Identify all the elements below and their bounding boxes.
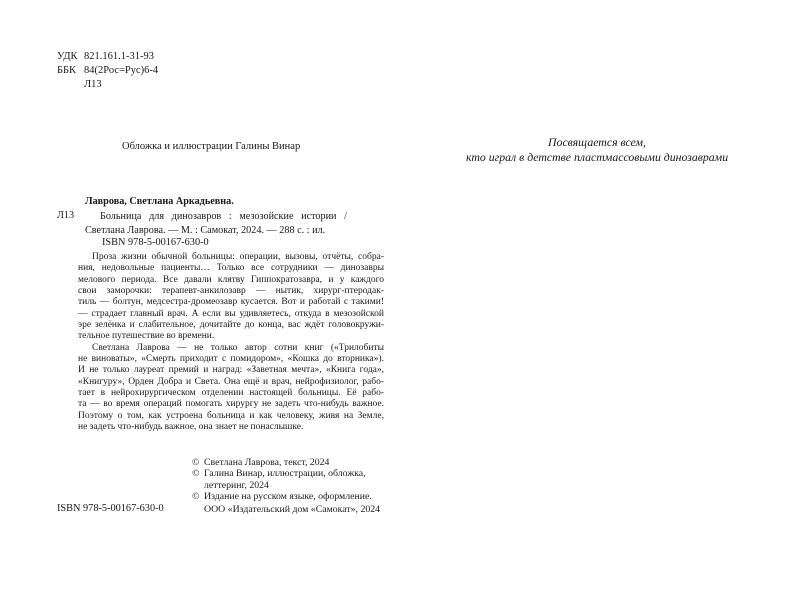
copyright-item (192, 457, 380, 468)
udk-label: УДК (57, 51, 78, 62)
annotation-line: «Книгуру», Орден Добра и Света. Она ещё и врач, нейрофизиолог, рабо- (78, 376, 384, 387)
annotation-line: ния, недовольные пациенты… Только все сотрудники — динозавры (78, 263, 384, 274)
annotation-line: И не только лауреат премий и наград: «Заветная мечта», «Книга года», (78, 365, 384, 376)
catalog-entry-line-1: Больница для динозавров : мезозойские истории / (100, 211, 347, 222)
author-code: Л13 (84, 79, 102, 90)
dedication (466, 135, 728, 164)
annotation-line: Светлана Лаврова — не только автор сотни книг («Трилобиты (92, 342, 384, 353)
copyright-text: Светлана Лаврова, текст, 2024 (204, 457, 330, 468)
annotation-line: не виноваты», «Смерть приходит с помидором», «Кошка до вторника»). (78, 354, 384, 365)
bbk-value: 84(2Рос=Рус)6-4 (84, 65, 159, 76)
annotation-line: Поэтому о том, как устроена больница и как человеку, живя на Земле, (78, 410, 384, 421)
bbk-label: ББК (57, 65, 77, 76)
annotation (78, 252, 384, 434)
copyright-block (192, 457, 380, 515)
dedication-line-2: кто играл в детстве пластмассовыми динозаврами (466, 149, 729, 164)
udk-value: 821.161.1-31-93 (84, 51, 154, 62)
copyright-text: Галина Винар, иллюстрации, обложка, (204, 468, 366, 480)
annotation-line: свои заморочки: терапевт-анкилозавр — нытик, хирург-птеродак- (78, 286, 384, 297)
copyright-text: Издание на русском языке, оформление. (204, 490, 372, 502)
dedication-line-1: Посвящается всем, (548, 135, 646, 149)
copyright-item (192, 468, 380, 491)
copyright-symbol: © (192, 468, 200, 480)
isbn-footer: ISBN 978-5-00167-630-0 (57, 503, 164, 514)
copyright-symbol: © (192, 457, 200, 468)
annotation-paragraph-2 (78, 343, 384, 434)
annotation-line: тельное путешествие во времени. (78, 331, 215, 342)
copyright-text-continued: леттеринг, 2024 (204, 479, 269, 491)
cover-credit: Обложка и иллюстрации Галины Винар (122, 141, 301, 152)
catalog-entry (85, 210, 347, 237)
catalog-code: Л13 (57, 210, 75, 221)
annotation-line: не задеть что-нибудь важное, она знает не понаслышке. (78, 422, 304, 433)
author-code-row (57, 78, 158, 92)
annotation-line: мелового периода. Все давали клятву Гиппократозавра, и у каждого (78, 274, 384, 285)
copyright-item (192, 491, 380, 516)
annotation-line: — страдает главный врач. А если вы удивляетесь, откуда в мезозойской (78, 308, 384, 319)
annotation-line: эре зелёнка и слабительное, дочитайте до конца, вас ждёт головокружи- (78, 320, 384, 331)
annotation-line: Проза жизни обычной больницы: операции, вызовы, отчёты, собра- (92, 252, 384, 262)
author-heading: Лаврова, Светлана Аркадьевна. (85, 196, 234, 207)
annotation-line: тает в нейрохирургическом отделении настоящей больницы. Её рабо- (78, 388, 384, 399)
publisher-line: ООО «Издательский дом «Самокат», 2024 (204, 504, 381, 516)
classification-block (57, 50, 158, 92)
isbn: ISBN 978-5-00167-630-0 (102, 237, 209, 248)
udk-row (57, 50, 158, 64)
annotation-paragraph-1 (78, 252, 384, 343)
annotation-line: та — во время операций помогать хирургу не задеть что-нибудь важное. (78, 399, 384, 410)
bbk-row (57, 64, 158, 78)
catalog-entry-line-2: Светлана Лаврова. — М. : Самокат, 2024. — 288 с. : ил. (85, 224, 326, 236)
copyright-symbol: © (192, 490, 200, 502)
annotation-line: тиль — болтун, медсестра-дромеозавр кусается. Вот и работай с такими! (78, 297, 384, 308)
